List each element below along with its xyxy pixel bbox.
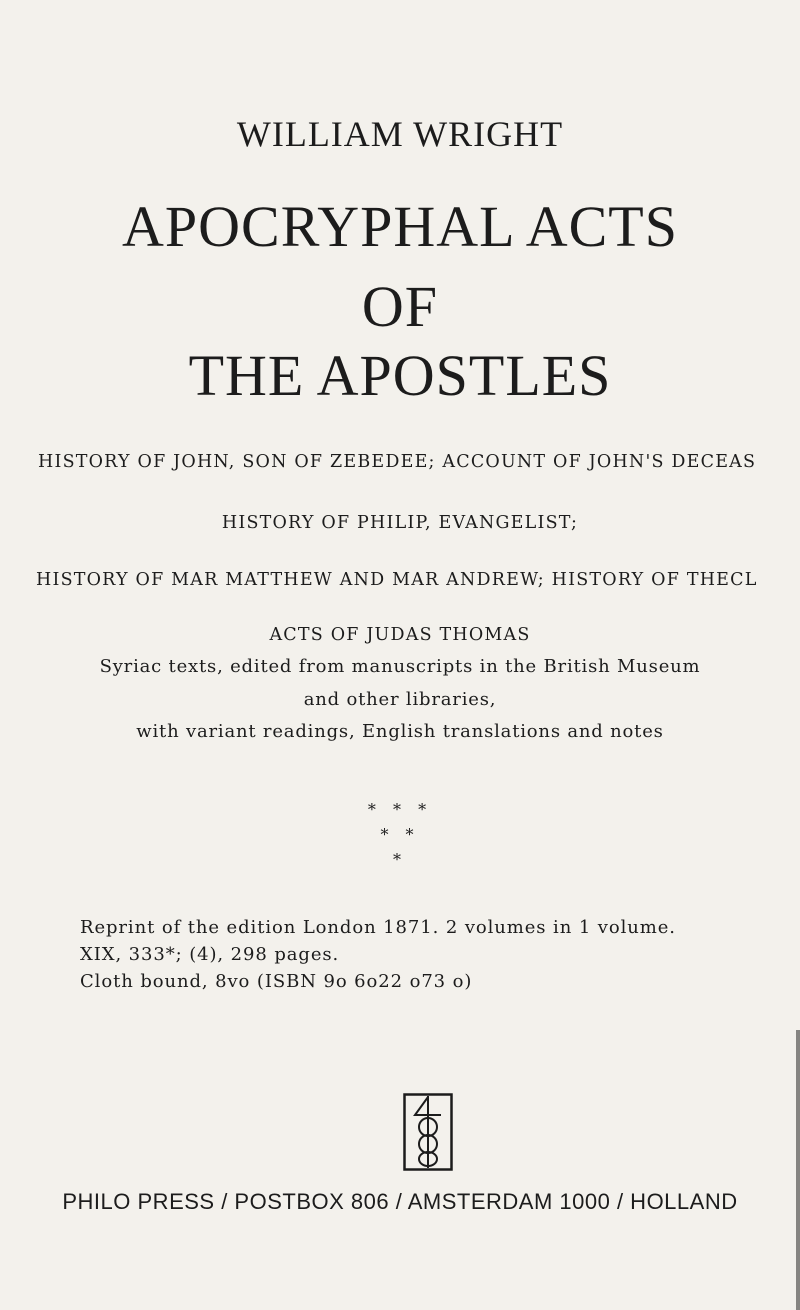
- contents-line-1: HISTORY OF JOHN, SON OF ZEBEDEE; ACCOUNT OF JOHN'S DECEAS: [38, 452, 757, 472]
- publisher-logo-icon: [403, 1093, 453, 1171]
- contents-line-2: HISTORY OF PHILIP, EVANGELIST;: [221, 513, 579, 533]
- reprint-note: Reprint of the edition London 1871. 2 volumes in 1 volume.: [80, 917, 676, 938]
- author-name: WILLIAM WRIGHT: [236, 114, 564, 154]
- description-line-2: and other libraries,: [303, 689, 497, 710]
- publisher-imprint: PHILO PRESS / POSTBOX 806 / AMSTERDAM 1000 / HOLLAND: [62, 1189, 738, 1214]
- binding-isbn-note: Cloth bound, 8vo (ISBN 9o 6o22 o73 o): [80, 971, 473, 992]
- page-edge-shadow: [796, 1030, 800, 1310]
- pagination-note: XIX, 333*; (4), 298 pages.: [80, 944, 340, 965]
- book-title-line-1: APOCRYPHAL ACTS: [122, 194, 678, 259]
- contents-line-3: HISTORY OF MAR MATTHEW AND MAR ANDREW; HISTORY OF THECL: [36, 570, 758, 590]
- description-line-1: Syriac texts, edited from manuscripts in the British Museum: [99, 656, 701, 677]
- contents-line-4: ACTS OF JUDAS THOMAS: [269, 625, 531, 645]
- book-title-line-3: THE APOSTLES: [188, 343, 612, 408]
- ornament-stars-row-2: * *: [380, 825, 420, 844]
- ornament-stars-row-1: * * *: [367, 800, 433, 819]
- description-line-3: with variant readings, English translations and notes: [136, 721, 664, 742]
- book-title-line-2: OF: [361, 274, 439, 339]
- ornament-stars-row-3: *: [393, 850, 407, 869]
